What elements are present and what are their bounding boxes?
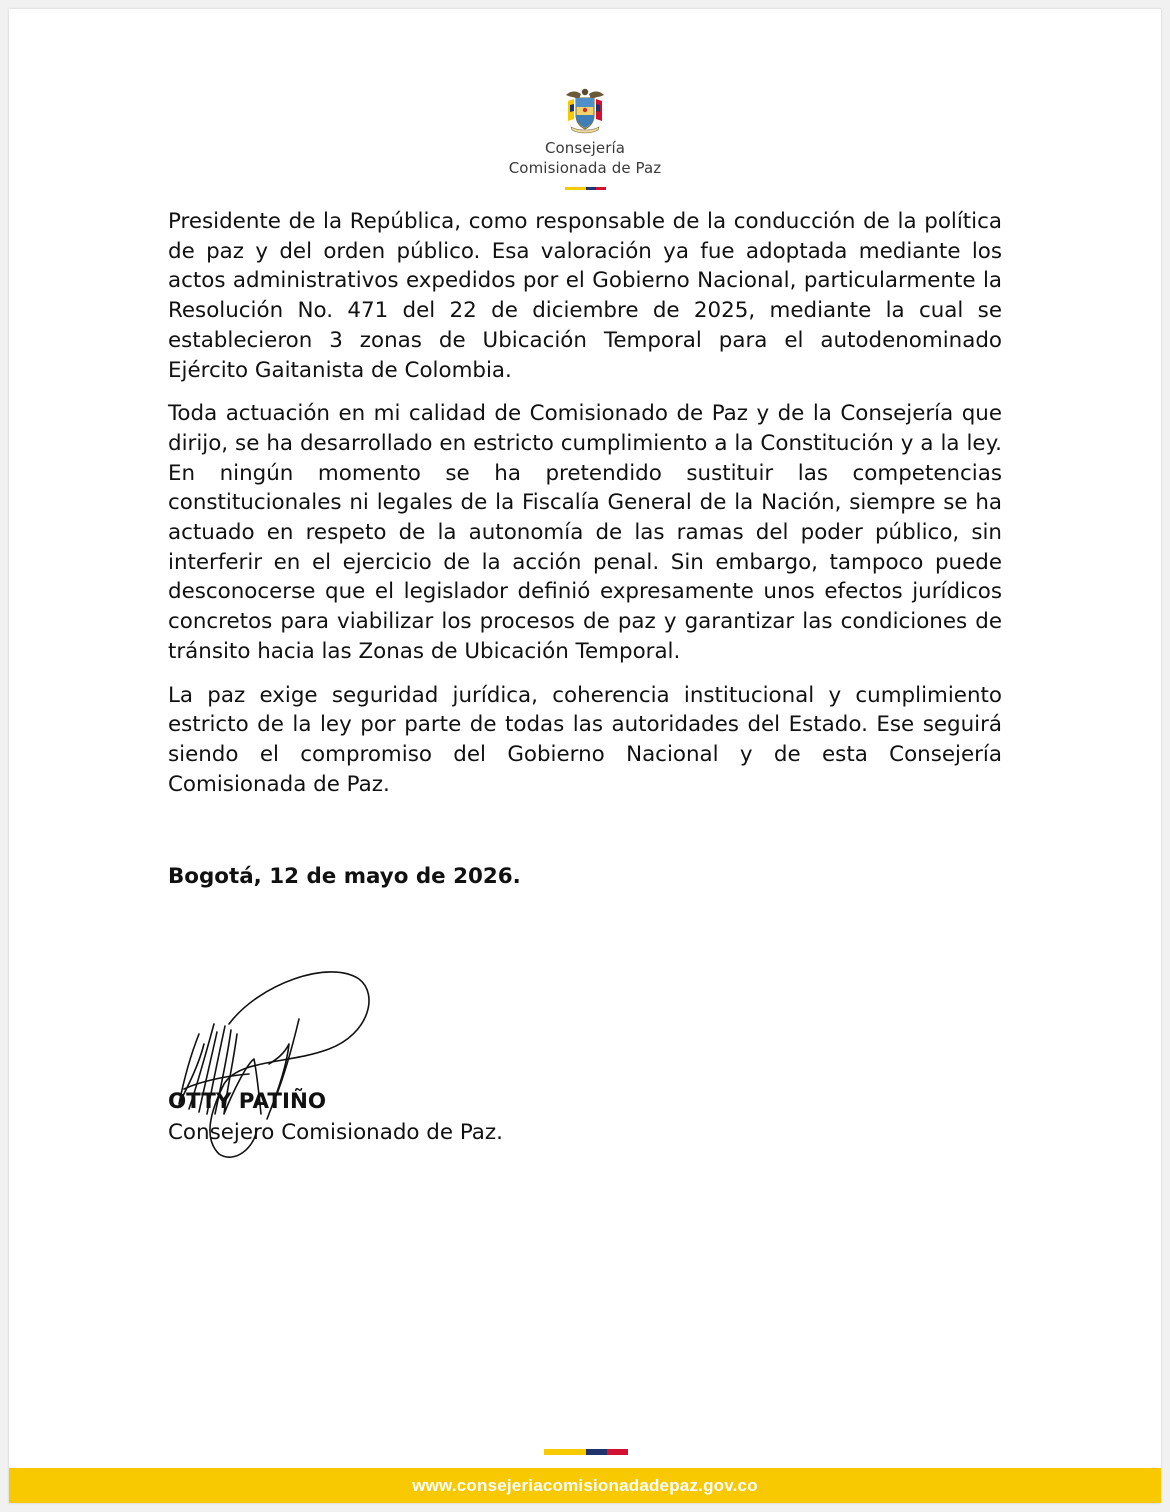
place-and-date: Bogotá, 12 de mayo de 2026. (168, 864, 521, 889)
document-page (9, 9, 1161, 1503)
letterhead (9, 85, 1161, 195)
signer-name: OTTY PATIÑO (168, 1089, 327, 1114)
letter-body (168, 207, 1002, 813)
flag-stripe-footer (544, 1449, 628, 1455)
body-paragraph-2: Toda actuación en mi calidad de Comisionado de Paz y de la Consejería que dirijo, se ha desarrollado en estricto cumplimiento a la Constitución y a la ley. En ningún momento se ha pretendido sustituir las competencias constitucionales ni legales de la Fiscalía General de la Nación, siempre se ha actuado en respeto de la autonomía de las ramas del poder público, sin interferir en el ejercicio de la acción penal. Sin embargo, tampoco puede desconocerse que el legislador definió expresamente unos efectos jurídicos concretos para viabilizar los procesos de paz y garantizar las condiciones de tránsito hacia las Zonas de Ubicación Temporal. (168, 401, 1002, 664)
org-name-line1: Consejería (544, 139, 626, 157)
footer-band (9, 1468, 1161, 1503)
colombia-coat-of-arms-icon (562, 85, 608, 135)
signer-title: Consejero Comisionado de Paz. (168, 1120, 503, 1145)
footer-website-link[interactable]: www.consejeriacomisionadadepaz.gov.co (412, 1476, 758, 1495)
org-name-line2: Comisionada de Paz (508, 159, 662, 177)
body-paragraph-1: Presidente de la República, como responsable de la conducción de la política de paz y del orden público. Esa valoración ya fue adoptada mediante los actos administrativos expedidos por el Gobierno Nacional, particularmente la Resolución No. 471 del 22 de diciembre de 2025, mediante la cual se establecieron 3 zonas de Ubicación Temporal para el autodenominado Ejército Gaitanista de Colombia. (168, 209, 1002, 383)
flag-stripe-header (565, 187, 606, 190)
body-paragraph-3: La paz exige seguridad jurídica, coherencia institucional y cumplimiento estricto de la ley por parte de todas las autoridades del Estado. Ese seguirá siendo el compromiso del Gobierno Nacional y de esta Consejería Comisionada de Paz. (168, 682, 1002, 797)
